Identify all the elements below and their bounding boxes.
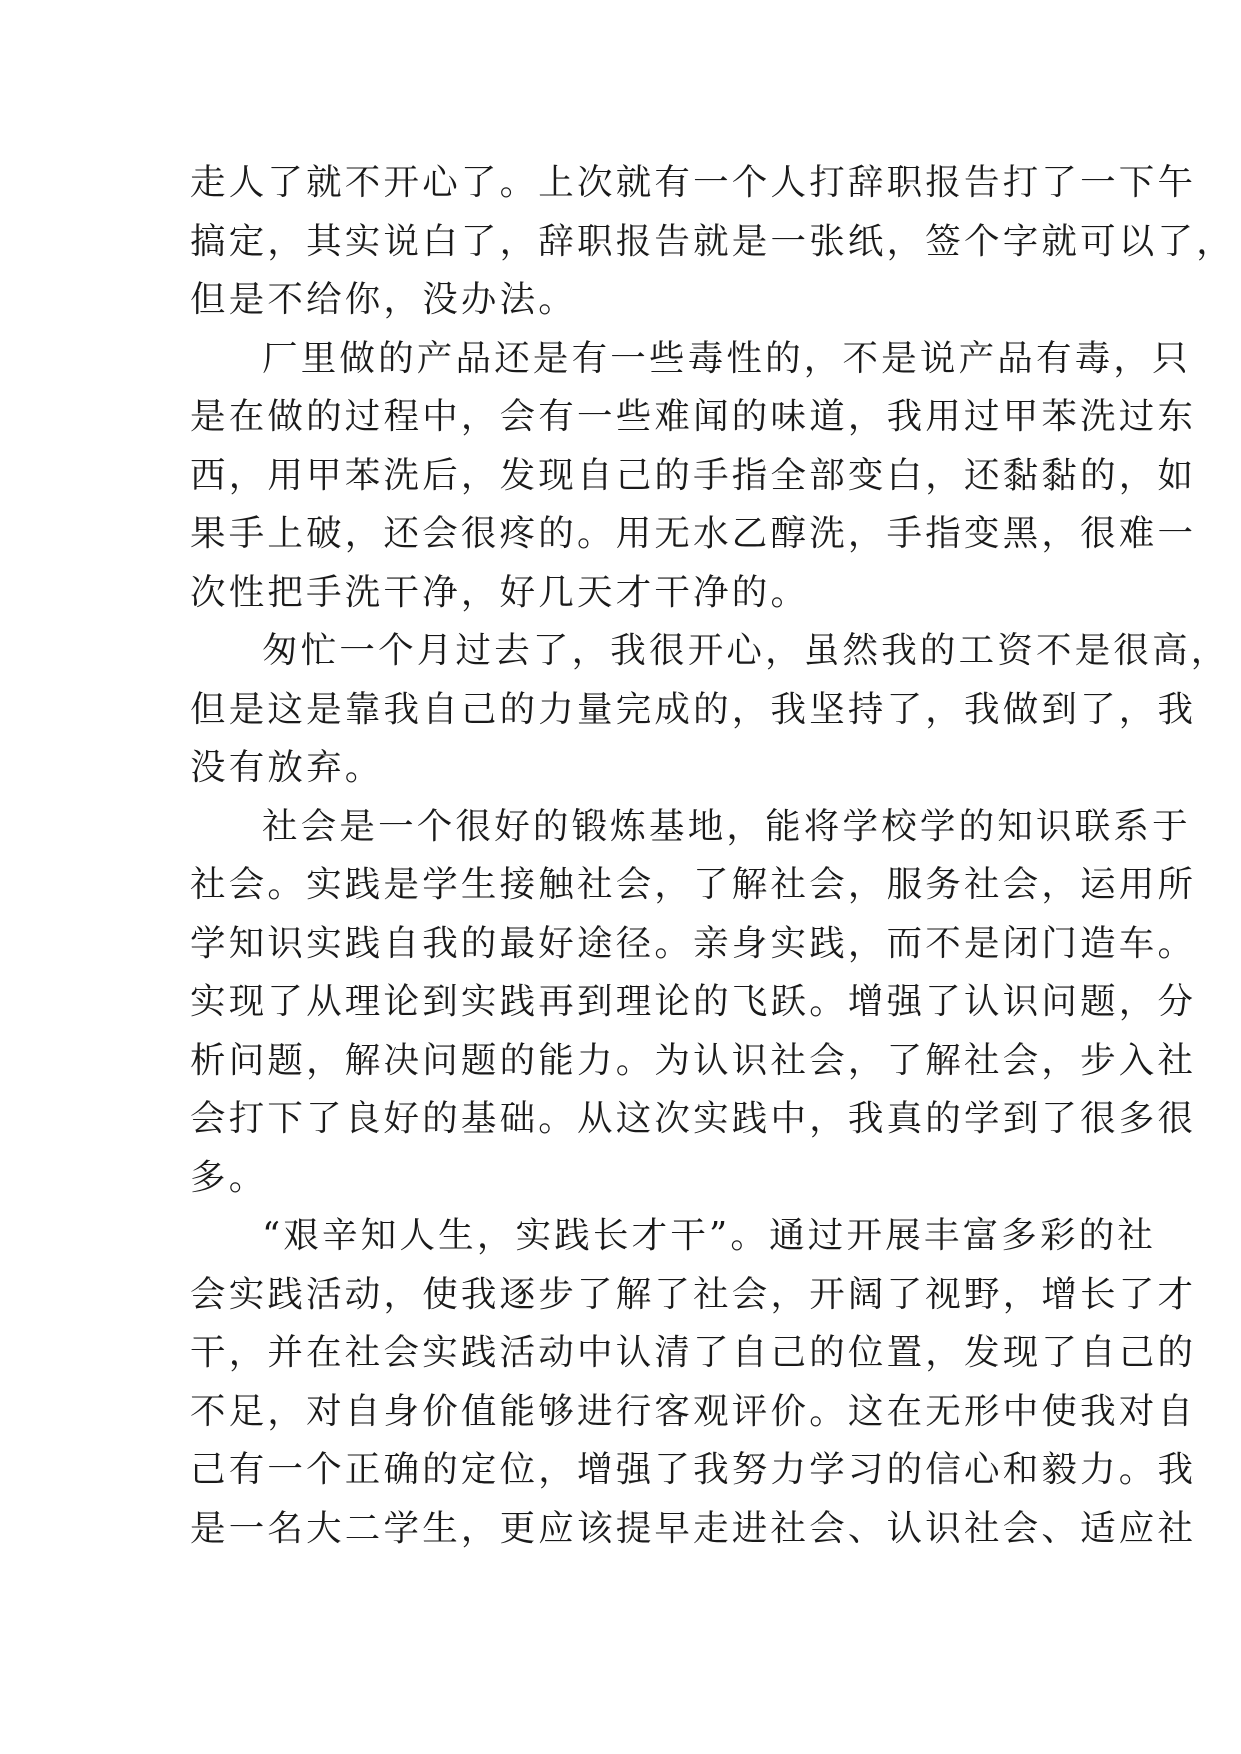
text-line: 干，并在社会实践活动中认清了自己的位置，发现了自己的: [190, 1332, 1197, 1373]
text-line: 是在做的过程中，会有一些难闻的味道，我用过甲苯洗过东: [190, 396, 1197, 437]
text-line: 次性把手洗干净，好几天才干净的。: [190, 571, 810, 613]
text-line: 但是不给你，没办法。: [190, 279, 578, 320]
text-line: “艰辛知人生，实践长才干”。通过开展丰富多彩的社: [262, 1215, 1157, 1256]
text-line: 是一名大二学生，更应该提早走进社会、认识社会、适应社: [190, 1507, 1197, 1549]
text-line: 析问题，解决问题的能力。为认识社会，了解社会，步入社: [190, 1039, 1197, 1081]
text-line: 己有一个正确的定位，增强了我努力学习的信心和毅力。我: [190, 1449, 1197, 1490]
text-line: 果手上破，还会很疼的。用无水乙醇洗，手指变黑，很难一: [190, 513, 1197, 554]
text-line: 会实践活动，使我逐步了解了社会，开阔了视野，增长了才: [190, 1273, 1197, 1315]
text-line: 实现了从理论到实践再到理论的飞跃。增强了认识问题，分: [190, 981, 1197, 1022]
text-line: 厂里做的产品还是有一些毒性的，不是说产品有毒，只: [262, 337, 1191, 379]
text-line: 西，用甲苯洗后，发现自己的手指全部变白，还黏黏的，如: [190, 454, 1197, 496]
text-line: 没有放弃。: [190, 747, 384, 788]
text-line: 会打下了良好的基础。从这次实践中，我真的学到了很多很: [190, 1098, 1197, 1139]
body-text: [190, 154, 1235, 1558]
text-line: 多。: [190, 1156, 268, 1198]
text-line: 社会。实践是学生接触社会，了解社会，服务社会，运用所: [190, 864, 1197, 905]
text-line: 不足，对自身价值能够进行客观评价。这在无形中使我对自: [190, 1390, 1197, 1432]
text-line: 匆忙一个月过去了，我很开心，虽然我的工资不是很高，: [262, 630, 1230, 671]
text-line: 搞定，其实说白了，辞职报告就是一张纸，签个字就可以了，: [190, 220, 1235, 262]
text-line: 学知识实践自我的最好途径。亲身实践，而不是闭门造车。: [190, 922, 1197, 964]
text-line: 但是这是靠我自己的力量完成的，我坚持了，我做到了，我: [190, 688, 1197, 730]
text-line: 社会是一个很好的锻炼基地，能将学校学的知识联系于: [262, 805, 1191, 847]
text-line: 走人了就不开心了。上次就有一个人打辞职报告打了一下午: [190, 162, 1197, 203]
